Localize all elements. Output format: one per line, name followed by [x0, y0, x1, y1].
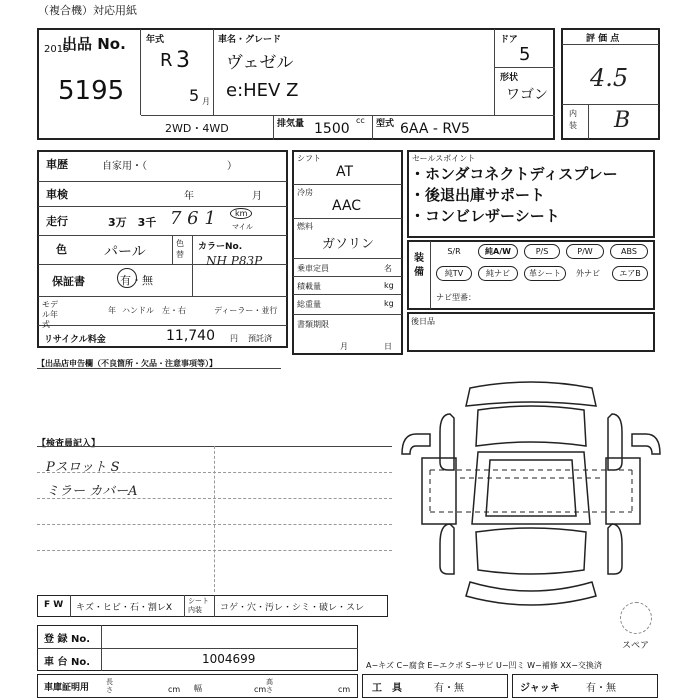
- chassis-label: 車 台 No.: [44, 657, 91, 668]
- width-unit: cm: [254, 685, 267, 694]
- doors-value: 5: [519, 44, 531, 65]
- divider: [293, 258, 402, 259]
- equip-aftermarket-navi: 外ナビ: [576, 269, 600, 278]
- recycle-unit: 円: [230, 334, 238, 343]
- equip-oem-tv: 純TV: [436, 266, 472, 281]
- divider: [38, 181, 287, 182]
- car-name: ヴェゼル: [226, 53, 294, 73]
- docs-month: 月: [340, 342, 348, 351]
- gross-unit: kg: [384, 299, 394, 308]
- year-label: 年式: [146, 35, 165, 45]
- equip-leather-seat: 革シート: [524, 266, 566, 281]
- model-year-label: モデル年式: [42, 300, 58, 329]
- model-value: 6AA - RV5: [400, 121, 470, 137]
- fuel-label: 燃料: [297, 222, 313, 231]
- inspector-note: ミラー カバーA: [46, 484, 138, 499]
- equip-sunroof: S/R: [447, 247, 461, 256]
- color-label: 色: [56, 243, 67, 256]
- divider: [430, 241, 431, 309]
- displacement-value: 1500: [314, 121, 350, 137]
- doors-label: ドア: [500, 35, 518, 45]
- shift-value: AT: [336, 164, 354, 180]
- tools-value: 有・無: [434, 683, 464, 694]
- height-label: 高さ: [266, 678, 273, 694]
- garage-label: 車庫証明用: [44, 683, 90, 693]
- fw-label: F W: [44, 600, 64, 610]
- recycle-value: 11,740: [166, 328, 215, 344]
- dealer-value: ディーラー・並行: [214, 306, 278, 315]
- seat-items: コゲ・穴・汚レ・シミ・破レ・スレ: [220, 603, 365, 613]
- equip-alloy-wheel: 純A/W: [478, 244, 518, 259]
- model-label: 型式: [376, 119, 395, 129]
- displacement-unit: cc: [356, 116, 365, 125]
- divider: [38, 235, 287, 236]
- divider: [293, 184, 402, 185]
- divider: [495, 67, 555, 68]
- seat-label: シート内装: [188, 597, 209, 614]
- warranty-value: 有・無: [120, 274, 153, 287]
- divider: [494, 29, 495, 115]
- divider: [38, 325, 287, 326]
- warranty-circle: [117, 268, 137, 288]
- damage-legend: A−キズ C−腐食 E−エクボ S−サビ U−凹ミ W−補修 XX−交換済: [366, 661, 602, 670]
- divider: [37, 648, 358, 649]
- ac-label: 冷房: [297, 188, 313, 197]
- handle-value: 左・右: [162, 306, 186, 315]
- handle-label: ハンドル: [122, 306, 154, 315]
- divider: [192, 236, 193, 296]
- sales-label: セールスポイント: [412, 154, 476, 163]
- divider: [588, 104, 589, 139]
- score-value: 4.5: [590, 64, 629, 92]
- inspection-month: 月: [252, 191, 262, 202]
- length-unit: cm: [168, 685, 181, 694]
- height-unit: cm: [338, 685, 351, 694]
- divider: [38, 206, 287, 207]
- equip-airbag: エアB: [612, 266, 648, 281]
- top-heading: （複合機）対応用紙: [38, 4, 137, 17]
- mileage-label: 走行: [46, 215, 68, 228]
- equip-oem-navi: 純ナビ: [478, 266, 518, 281]
- inspection-year: 年: [184, 191, 194, 202]
- color-value: パール: [104, 244, 146, 260]
- divider: [184, 595, 185, 617]
- lot-year-stamp: 2015: [44, 44, 70, 55]
- jack-value: 有・無: [586, 683, 616, 694]
- divider: [562, 44, 659, 45]
- fw-items: キズ・ヒビ・石・割レX: [76, 603, 172, 613]
- divider: [214, 446, 215, 592]
- spare-label: スペア: [622, 641, 650, 651]
- color-change-label: 色替: [176, 239, 184, 259]
- left-info-table: [37, 150, 288, 348]
- divider: [293, 218, 402, 219]
- divider: [141, 115, 555, 116]
- interior-value: B: [614, 108, 631, 133]
- declaration-label: 【出品店申告欄（不良箇所・欠品・注意事項等）】: [37, 359, 217, 368]
- history-label: 車歴: [46, 158, 68, 171]
- capacity-label: 乗車定員: [297, 264, 329, 273]
- month-unit: 月: [202, 97, 210, 106]
- inspector-note: Pスロット S: [46, 460, 120, 475]
- tools-label: 工 具: [372, 683, 402, 694]
- fuel-value: ガソリン: [322, 237, 375, 252]
- chassis-value: 1004699: [202, 652, 256, 666]
- registration-label: 登 録 No.: [44, 634, 91, 645]
- navi-model-label: ナビ型番：: [436, 293, 476, 302]
- mileage-printed: 3万 3千: [108, 216, 157, 229]
- recycle-label: リサイクル料金: [44, 335, 106, 345]
- inspector-label: 【検査員記入】: [37, 439, 101, 449]
- jack-label: ジャッキ: [520, 683, 560, 694]
- equip-power-window: P/W: [566, 244, 604, 259]
- inspection-label: 車検: [46, 188, 68, 201]
- color-no-hand: NH P83P: [206, 254, 263, 268]
- ac-value: AAC: [332, 198, 362, 214]
- divider: [172, 236, 173, 264]
- divider: [293, 276, 402, 277]
- recycle-note: 預託済: [248, 334, 272, 343]
- year-value: 3: [176, 48, 190, 73]
- divider: [372, 115, 373, 140]
- divider: [37, 368, 281, 369]
- history-value: 自家用・（ ）: [102, 161, 237, 172]
- later-items-box: [407, 312, 655, 352]
- divider: [273, 115, 274, 140]
- divider: [70, 595, 71, 617]
- carname-label: 車名・グレード: [218, 35, 282, 45]
- car-grade: e:HEV Z: [226, 80, 299, 101]
- mileage-unit-km: km: [230, 208, 252, 219]
- divider: [293, 314, 402, 315]
- shape-value: ワゴン: [506, 87, 548, 103]
- load-label: 積載量: [297, 282, 321, 291]
- warranty-label: 保証書: [52, 275, 85, 288]
- interior-label: 内装: [569, 109, 577, 130]
- divider: [214, 595, 215, 617]
- mileage-unit-mile: マイル: [232, 223, 253, 231]
- model-year-unit: 年: [108, 306, 116, 315]
- car-damage-diagram: [400, 374, 662, 614]
- mileage-hand: 7 6 1: [170, 208, 216, 229]
- spare-tire-icon: [620, 602, 652, 634]
- month-value: 5: [189, 86, 200, 105]
- drive-type: 2WD・4WD: [165, 122, 229, 135]
- year-era: R: [160, 50, 173, 71]
- sales-point: ・ホンダコネクトディスプレー: [410, 165, 618, 183]
- docs-day: 日: [384, 342, 392, 351]
- lot-number: 5195: [58, 76, 125, 106]
- equipment-label: 装備: [414, 253, 424, 278]
- sales-point: ・後退出庫サポート: [410, 186, 546, 204]
- divider: [293, 294, 402, 295]
- sales-point: ・コンビレザーシート: [410, 207, 560, 225]
- divider: [38, 296, 287, 297]
- displacement-label: 排気量: [277, 119, 305, 129]
- equip-abs: ABS: [610, 244, 648, 259]
- divider: [37, 524, 392, 525]
- shift-label: シフト: [297, 154, 321, 163]
- score-label: 評 価 点: [586, 34, 620, 44]
- gross-label: 総重量: [297, 300, 321, 309]
- divider: [140, 29, 141, 115]
- equip-power-steering: P/S: [524, 244, 560, 259]
- length-label: 長さ: [106, 678, 113, 694]
- shape-label: 形状: [500, 73, 519, 83]
- width-label: 幅: [194, 684, 202, 693]
- divider: [562, 104, 659, 105]
- lot-label: 出品 No.: [62, 35, 126, 53]
- load-unit: kg: [384, 281, 394, 290]
- color-no-label: カラーNo.: [198, 242, 243, 252]
- later-items-label: 後日品: [411, 317, 435, 326]
- docs-label: 書類期限: [297, 320, 329, 329]
- capacity-unit: 名: [384, 264, 392, 273]
- divider: [37, 550, 392, 551]
- divider: [213, 29, 214, 115]
- divider: [101, 625, 102, 671]
